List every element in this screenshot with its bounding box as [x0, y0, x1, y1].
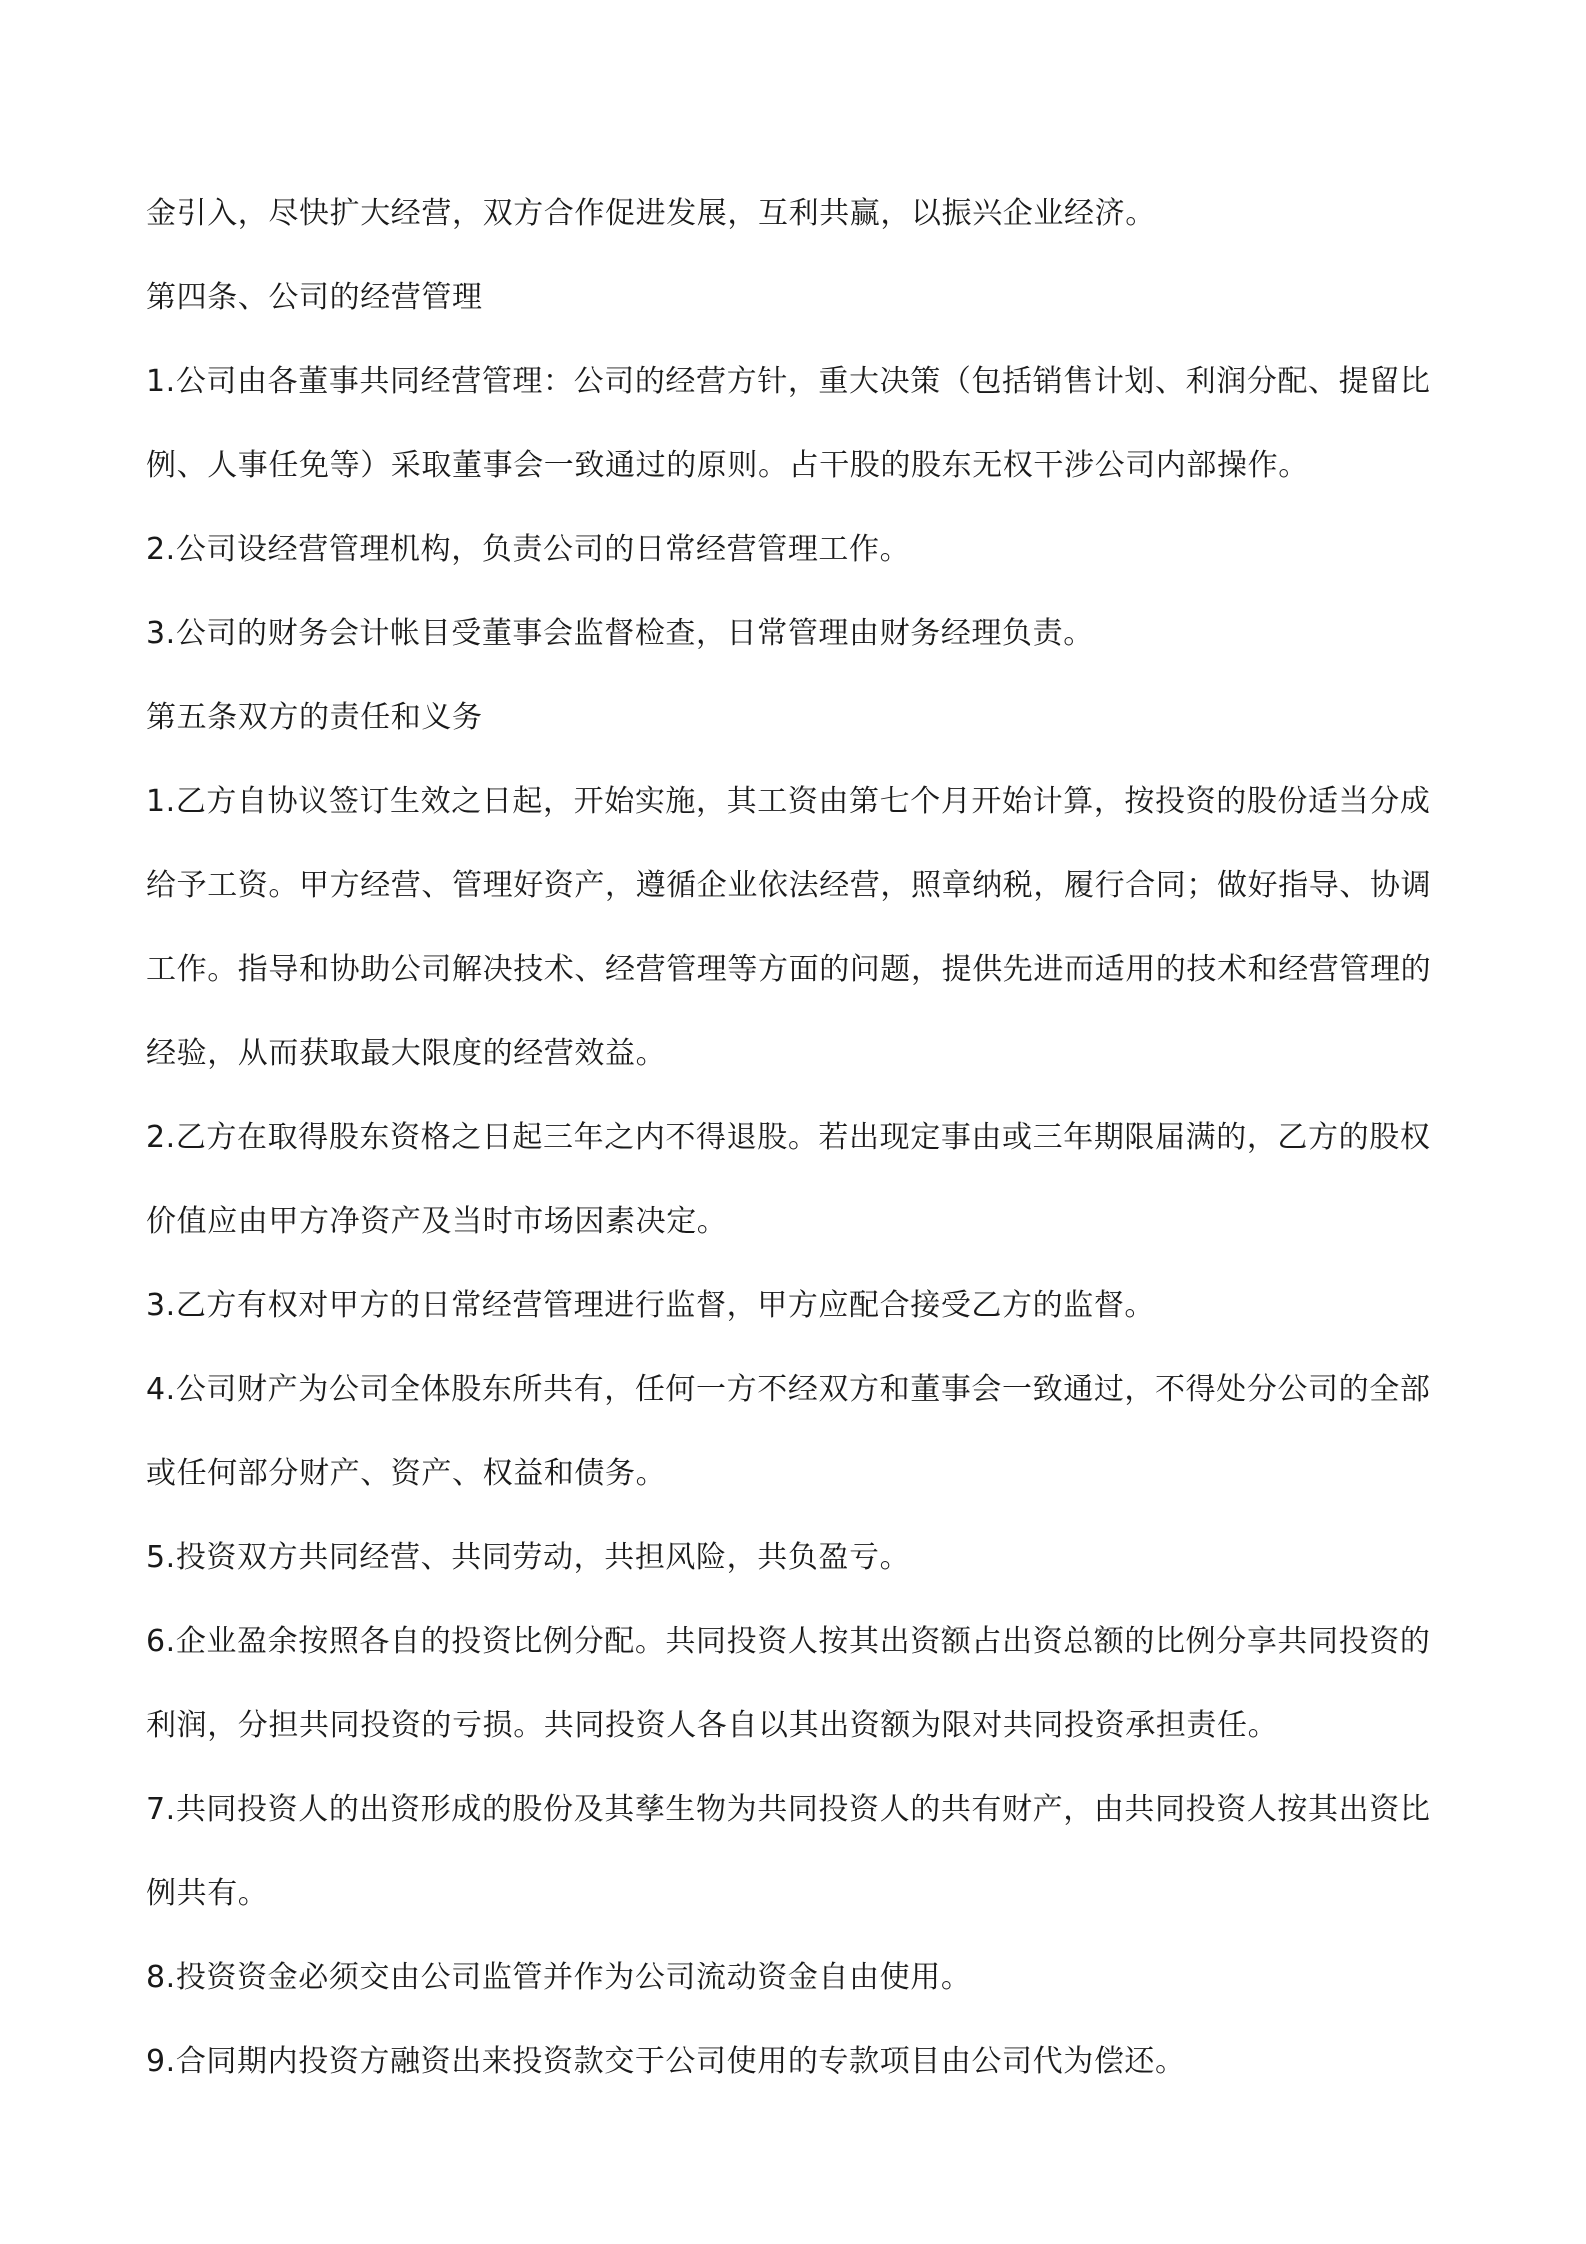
paragraph-4-3: 3.公司的财务会计帐目受董事会监督检查，日常管理由财务经理负责。 — [146, 616, 1094, 651]
heading-article-4: 第四条、公司的经营管理 — [146, 280, 483, 315]
paragraph-4-1: 1.公司由各董事共同经营管理：公司的经营方针，重大决策（包括销售计划、利润分配、提留比例、人事任免等）采取董事会一致通过的原则。占干股的股东无权干涉公司内部操作。 — [146, 364, 1431, 483]
paragraph-5-3: 3.乙方有权对甲方的日常经营管理进行监督，甲方应配合接受乙方的监督。 — [146, 1288, 1156, 1323]
heading-article-5: 第五条双方的责任和义务 — [146, 700, 483, 735]
paragraph-5-9: 9.合同期内投资方融资出来投资款交于公司使用的专款项目由公司代为偿还。 — [146, 2044, 1186, 2079]
paragraph-intro: 金引入，尽快扩大经营，双方合作促进发展，互利共赢，以振兴企业经济。 — [146, 196, 1156, 231]
paragraph-4-2: 2.公司设经营管理机构，负责公司的日常经营管理工作。 — [146, 532, 911, 567]
paragraph-5-2: 2.乙方在取得股东资格之日起三年之内不得退股。若出现定事由或三年期限届满的，乙方的股权价值应由甲方净资产及当时市场因素决定。 — [146, 1120, 1431, 1239]
paragraph-5-4: 4.公司财产为公司全体股东所共有，任何一方不经双方和董事会一致通过，不得处分公司的全部或任何部分财产、资产、权益和债务。 — [146, 1372, 1431, 1491]
paragraph-5-8: 8.投资资金必须交由公司监管并作为公司流动资金自由使用。 — [146, 1960, 972, 1995]
paragraph-5-5: 5.投资双方共同经营、共同劳动，共担风险，共负盈亏。 — [146, 1540, 911, 1575]
paragraph-5-6: 6.企业盈余按照各自的投资比例分配。共同投资人按其出资额占出资总额的比例分享共同投资的利润，分担共同投资的亏损。共同投资人各自以其出资额为限对共同投资承担责任。 — [146, 1624, 1431, 1743]
document-body — [146, 172, 1456, 2104]
paragraph-5-7: 7.共同投资人的出资形成的股份及其孳生物为共同投资人的共有财产，由共同投资人按其出资比例共有。 — [146, 1792, 1431, 1911]
paragraph-5-1: 1.乙方自协议签订生效之日起，开始实施，其工资由第七个月开始计算，按投资的股份适当分成给予工资。甲方经营、管理好资产，遵循企业依法经营，照章纳税，履行合同；做好指导、协调工作。指导和协助公司解决技术、经营管理等方面的问题，提供先进而适用的技术和经营管理的经验，从而获取最大限度的经营效益。 — [146, 784, 1432, 1071]
